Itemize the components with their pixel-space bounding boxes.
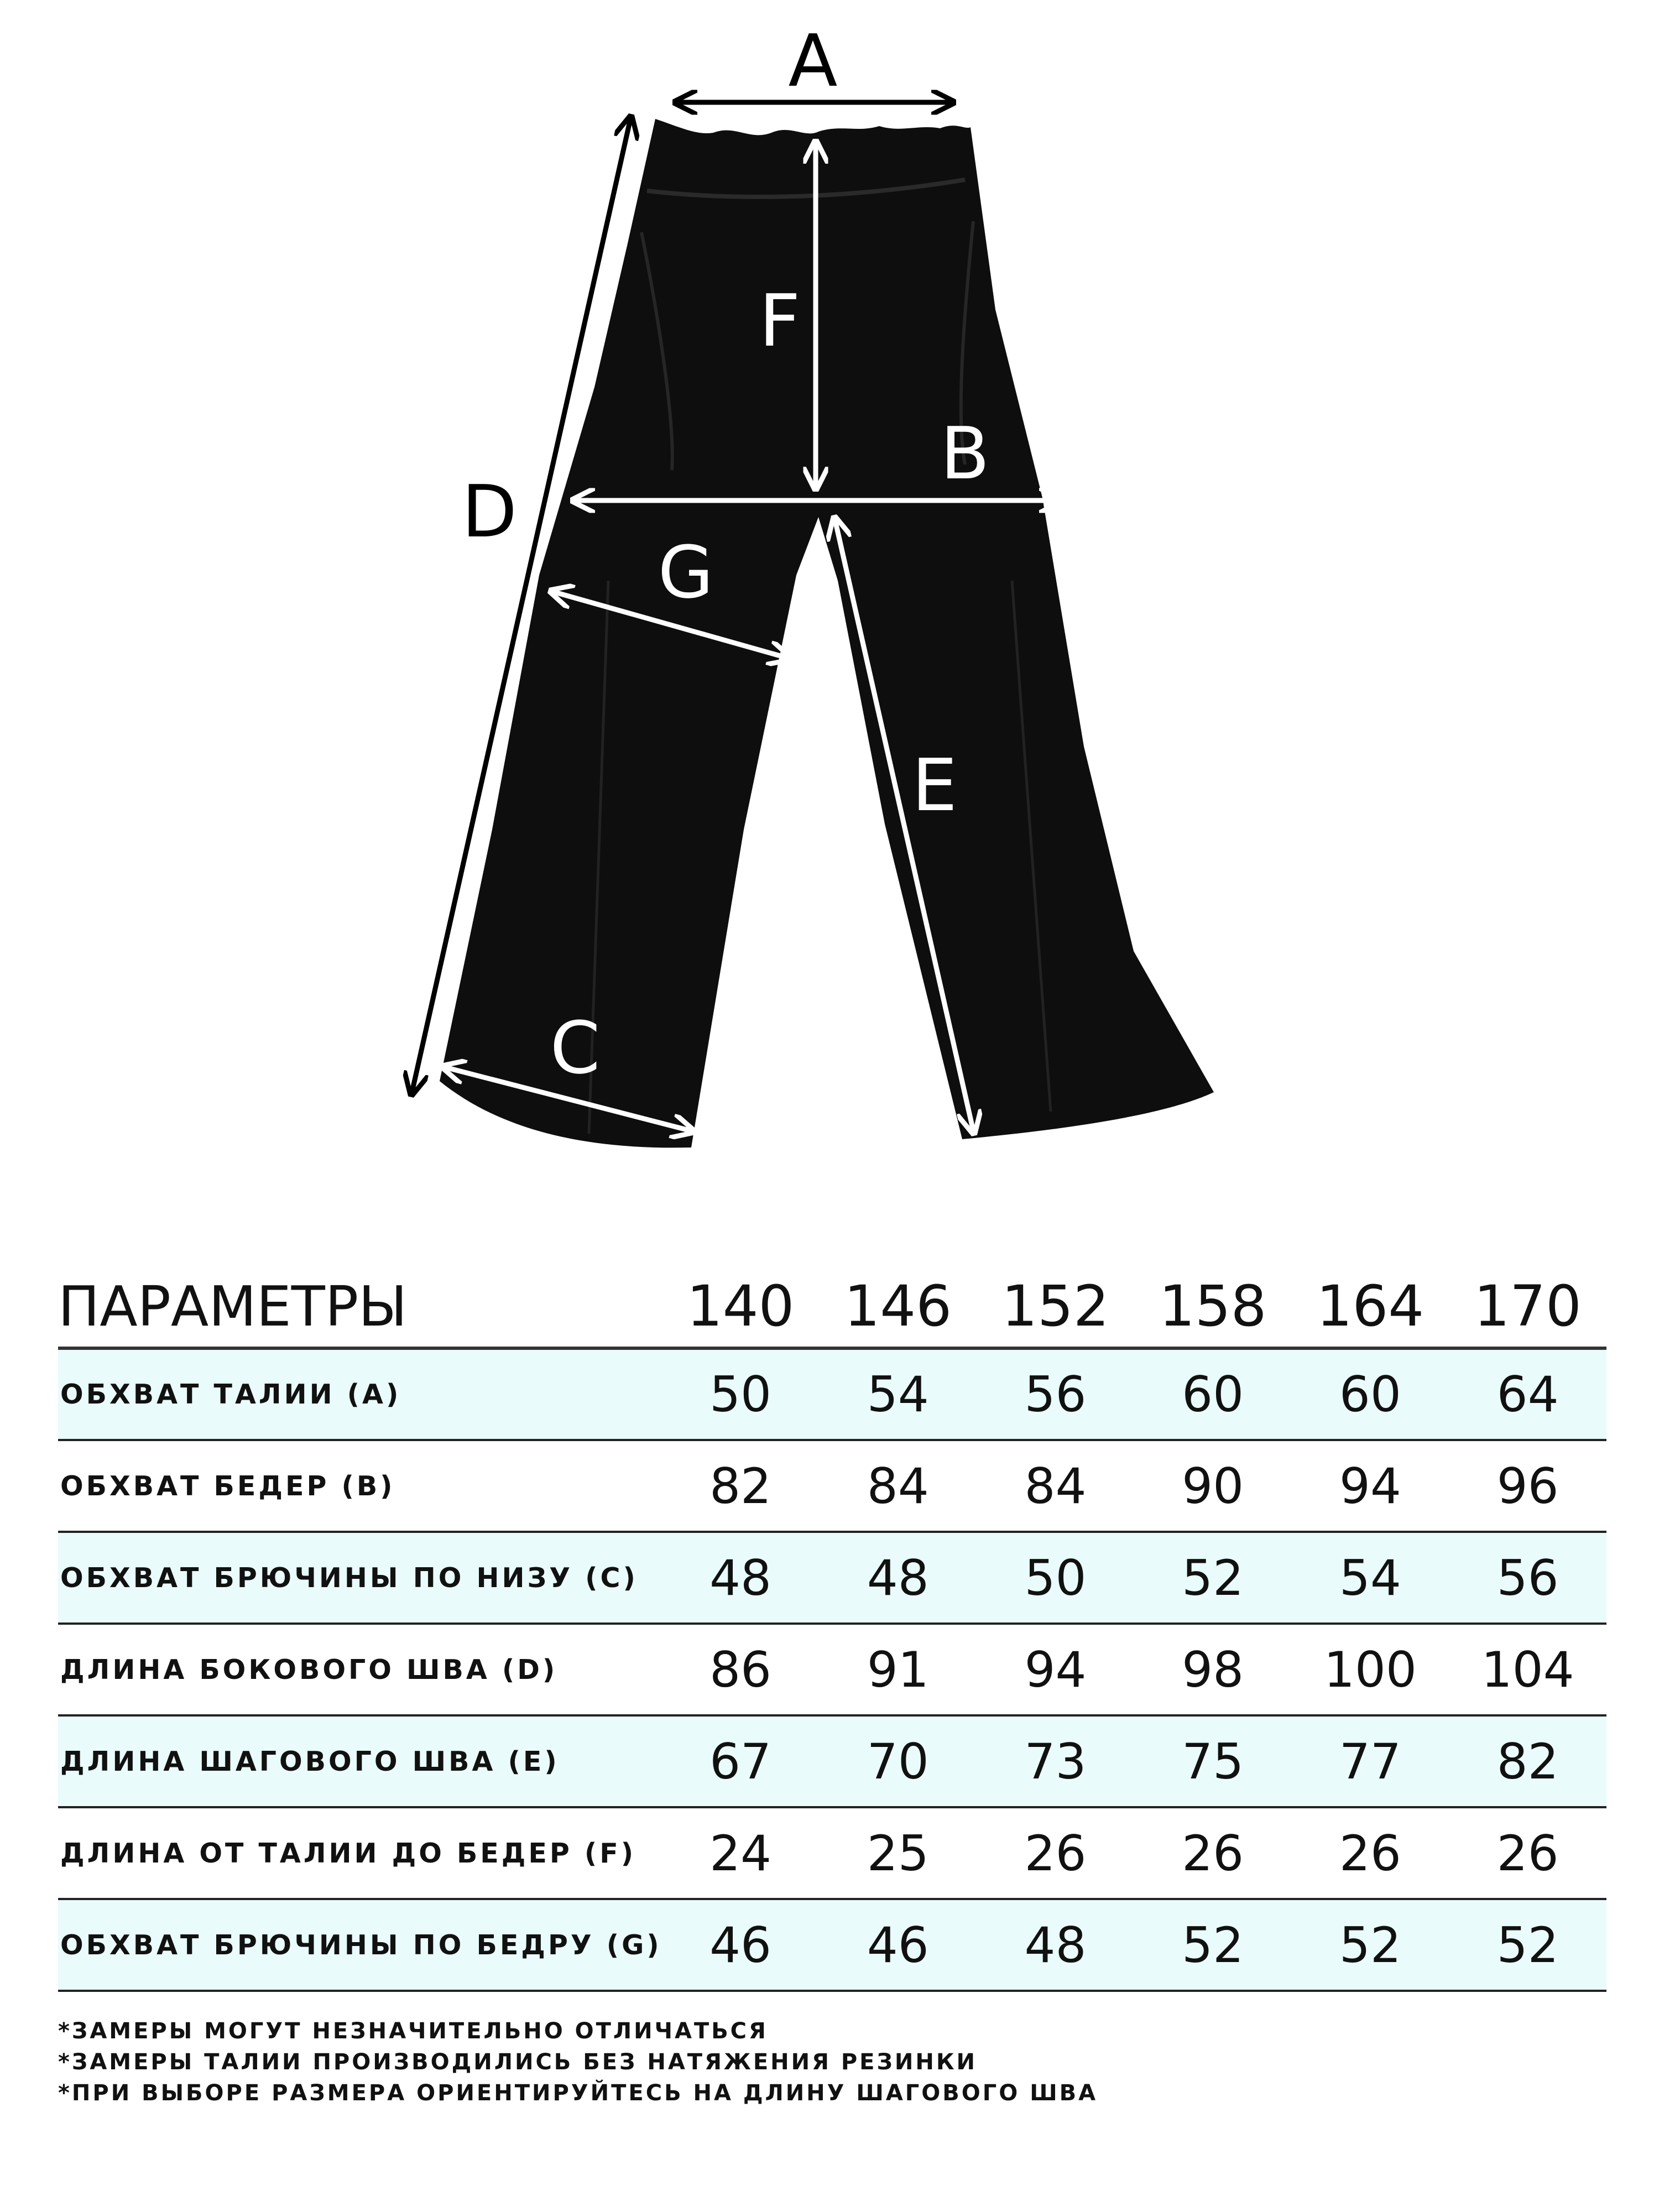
- table-cell: 25: [867, 1824, 929, 1882]
- table-row: [58, 1624, 1606, 1715]
- table-cell: 50: [1024, 1549, 1087, 1606]
- label-g: G: [658, 530, 714, 614]
- label-f: F: [759, 279, 801, 363]
- size-header: 164: [1316, 1274, 1425, 1339]
- table-cell: 56: [1024, 1366, 1087, 1423]
- size-chart-table: [58, 1266, 1606, 1992]
- table-cell: 52: [1182, 1916, 1244, 1974]
- param-label: ДЛИНА ШАГОВОГО ШВА (Е): [60, 1745, 560, 1777]
- table-cell: 26: [1024, 1824, 1087, 1882]
- size-header: 140: [686, 1274, 795, 1339]
- table-cell: 94: [1024, 1641, 1087, 1698]
- table-cell: 54: [1339, 1549, 1401, 1606]
- param-header: ПАРАМЕТРЫ: [58, 1274, 408, 1339]
- table-cell: 56: [1496, 1549, 1559, 1606]
- table-cell: 70: [867, 1733, 929, 1790]
- table-cell: 90: [1182, 1457, 1244, 1515]
- footnotes: [58, 2016, 1098, 2109]
- param-label: ДЛИНА БОКОВОГО ШВА (D): [60, 1653, 558, 1686]
- table-cell: 98: [1182, 1641, 1244, 1698]
- table-cell: 60: [1339, 1366, 1401, 1423]
- table-row: [58, 1440, 1606, 1532]
- pants-silhouette: [440, 119, 1214, 1147]
- table-cell: 26: [1339, 1824, 1401, 1882]
- table-cell: 73: [1024, 1733, 1087, 1790]
- table-row: [58, 1899, 1606, 1991]
- table-cell: 82: [1496, 1733, 1559, 1790]
- table-cell: 52: [1339, 1916, 1401, 1974]
- footnote: *ЗАМЕРЫ МОГУТ НЕЗНАЧИТЕЛЬНО ОТЛИЧАТЬСЯ: [58, 2018, 768, 2044]
- table-cell: 67: [709, 1733, 772, 1790]
- table-cell: 77: [1339, 1733, 1401, 1790]
- table-cell: 84: [1024, 1457, 1087, 1515]
- table-row: [58, 1715, 1606, 1807]
- size-header: 158: [1159, 1274, 1267, 1339]
- label-e: E: [911, 743, 958, 827]
- param-label: ОБХВАТ ТАЛИИ (А): [60, 1379, 401, 1410]
- table-cell: 75: [1182, 1733, 1244, 1790]
- size-header: 152: [1001, 1274, 1109, 1339]
- table-cell: 86: [709, 1641, 772, 1698]
- table-row: [58, 1532, 1606, 1624]
- table-row: [58, 1807, 1606, 1899]
- table-cell: 26: [1182, 1824, 1244, 1882]
- label-c: C: [550, 1006, 601, 1090]
- table-cell: 48: [709, 1549, 772, 1606]
- table-row: [58, 1348, 1606, 1440]
- label-a: A: [788, 19, 838, 103]
- size-header: 146: [844, 1274, 952, 1339]
- param-label: ДЛИНА ОТ ТАЛИИ ДО БЕДЕР (F): [60, 1837, 637, 1869]
- param-label: ОБХВАТ БРЮЧИНЫ ПО НИЗУ (С): [60, 1562, 638, 1594]
- table-cell: 96: [1496, 1457, 1559, 1515]
- table-cell: 24: [709, 1824, 772, 1882]
- table-cell: 54: [867, 1366, 929, 1423]
- table-cell: 48: [1024, 1916, 1087, 1974]
- table-cell: 100: [1323, 1641, 1417, 1698]
- param-label: ОБХВАТ БРЮЧИНЫ ПО БЕДРУ (G): [60, 1929, 662, 1961]
- table-cell: 46: [709, 1916, 772, 1974]
- size-header: 170: [1474, 1274, 1582, 1339]
- footnote: *ПРИ ВЫБОРЕ РАЗМЕРА ОРИЕНТИРУЙТЕСЬ НА ДЛИНУ ШАГОВОГО ШВА: [58, 2080, 1098, 2106]
- label-b: B: [940, 411, 990, 495]
- param-label: ОБХВАТ БЕДЕР (В): [60, 1470, 395, 1502]
- table-cell: 52: [1496, 1916, 1559, 1974]
- table-cell: 104: [1481, 1641, 1574, 1698]
- table-cell: 91: [867, 1641, 929, 1698]
- table-cell: 82: [709, 1457, 772, 1515]
- table-cell: 64: [1496, 1366, 1559, 1423]
- table-cell: 94: [1339, 1457, 1401, 1515]
- table-cell: 60: [1182, 1366, 1244, 1423]
- table-cell: 52: [1182, 1549, 1244, 1606]
- table-cell: 48: [867, 1549, 929, 1606]
- table-header-row: [58, 1266, 1606, 1348]
- footnote: *ЗАМЕРЫ ТАЛИИ ПРОИЗВОДИЛИСЬ БЕЗ НАТЯЖЕНИЯ РЕЗИНКИ: [58, 2049, 978, 2075]
- table-cell: 46: [867, 1916, 929, 1974]
- table-cell: 50: [709, 1366, 772, 1423]
- label-d: D: [461, 469, 518, 554]
- table-cell: 84: [867, 1457, 929, 1515]
- table-cell: 26: [1496, 1824, 1559, 1882]
